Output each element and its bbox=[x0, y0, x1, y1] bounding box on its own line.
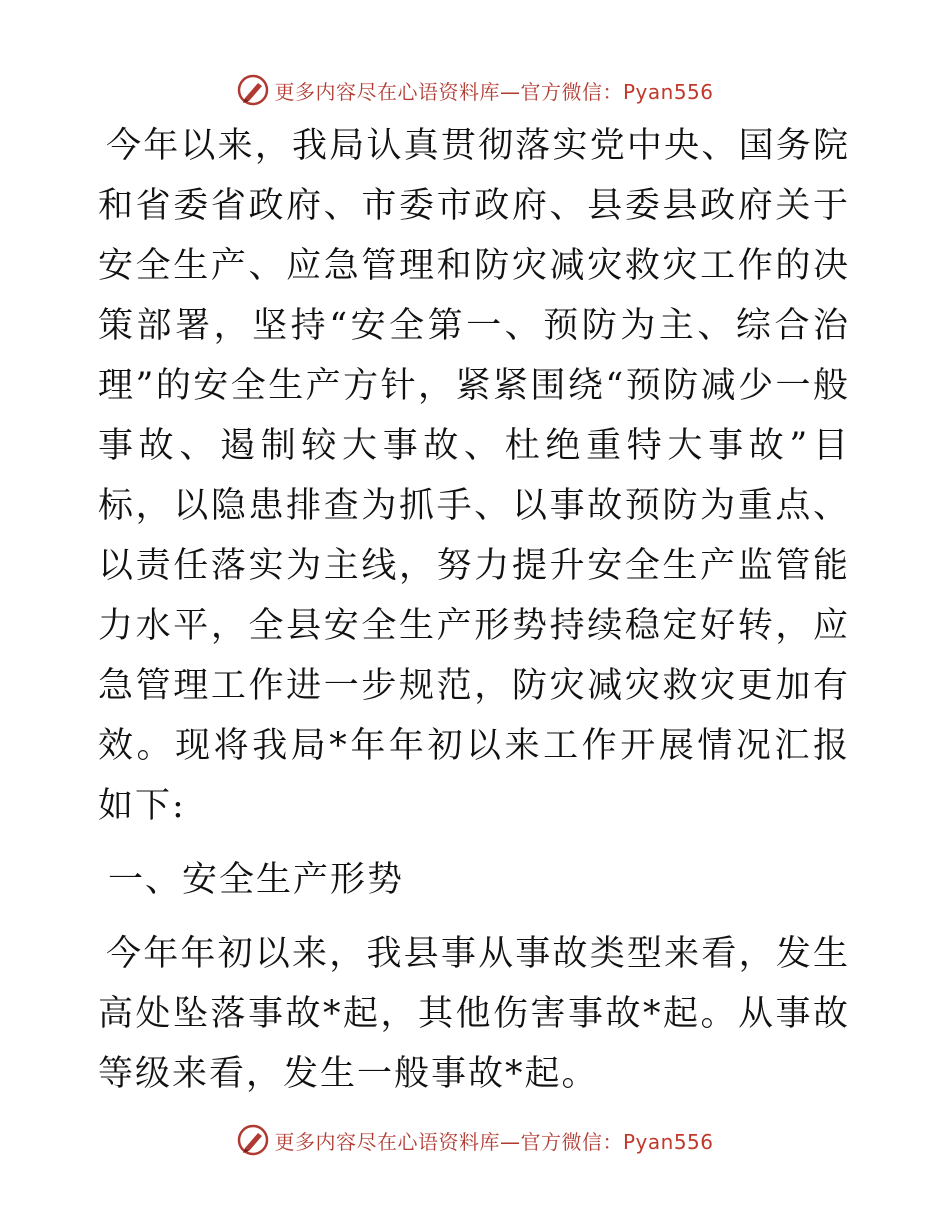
section-heading-1: 一、安全生产形势 bbox=[108, 860, 405, 900]
header-watermark bbox=[0, 70, 950, 110]
pen-logo-icon bbox=[236, 73, 270, 107]
watermark-text: 更多内容尽在心语资料库—官方微信：Pyan556 bbox=[274, 79, 714, 104]
body-paragraph-1: 今年以来，我局认真贯彻落实党中央、国务院和省委省政府、市委市政府、县委县政府关于安全生产、应急管理和防灾减灾救灾工作的决策部署，坚持“安全第一、预防为主、综合治理”的安全生产方针，紧紧围绕“预防减少一般事故、遏制较大事故、杜绝重特大事故”目标，以隐患排查为抓手、以事故预防为重点、以责任落实为主线，努力提升安全生产监管能力水平，全县安全生产形势持续稳定好转，应急管理工作进一步规范，防灾减灾救灾更加有效。现将我局*年年初以来工作开展情况汇报如下: bbox=[98, 126, 850, 826]
footer-watermark bbox=[0, 1120, 950, 1160]
watermark-text: 更多内容尽在心语资料库—官方微信：Pyan556 bbox=[274, 1129, 714, 1154]
pen-logo-icon bbox=[236, 1123, 270, 1157]
body-paragraph-2: 今年年初以来，我县事从事故类型来看，发生高处坠落事故*起，其他伤害事故*起。从事故等级来看，发生一般事故*起。 bbox=[98, 934, 850, 1094]
document-body bbox=[98, 116, 850, 1104]
